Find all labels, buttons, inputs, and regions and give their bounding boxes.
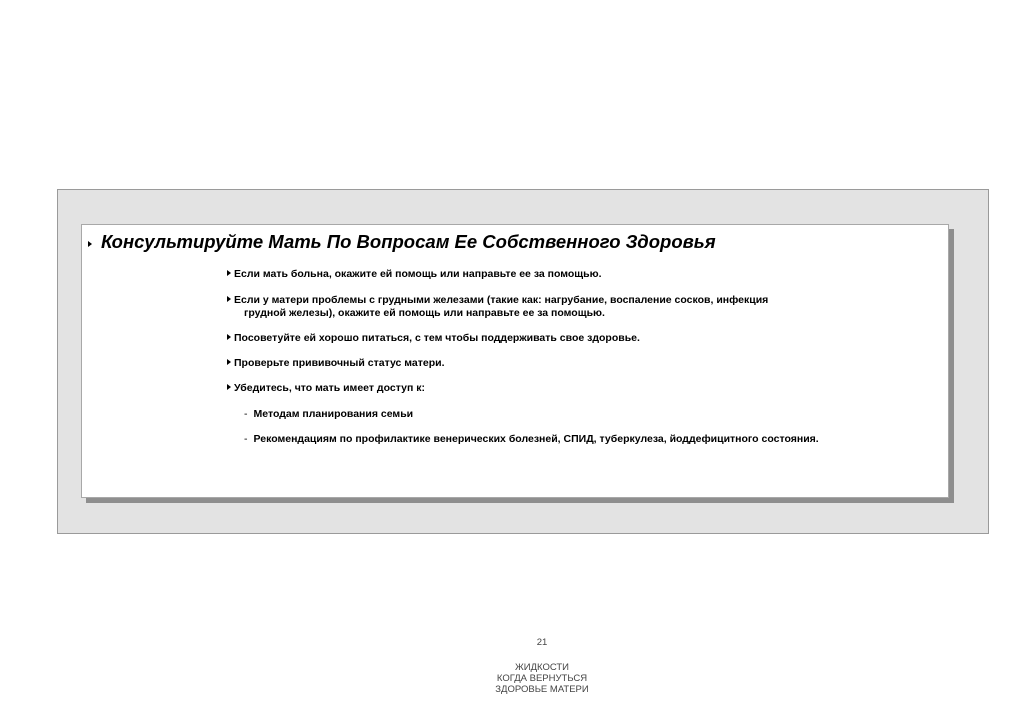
bullet-text: Убедитесь, что мать имеет доступ к:: [234, 382, 425, 394]
slide-title-row: [88, 231, 716, 253]
bullet-item: [227, 357, 445, 370]
bullet-arrow-icon: [227, 359, 231, 365]
bullet-arrow-icon: [227, 270, 231, 276]
footer-line: ЗДОРОВЬЕ МАТЕРИ: [495, 684, 589, 695]
sub-item-dash: -: [244, 433, 248, 445]
bullet-item: [227, 268, 602, 281]
bullet-item: [227, 294, 768, 320]
bullet-arrow-icon: [227, 296, 231, 302]
bullet-item: [227, 382, 425, 395]
sub-item-text: Методам планирования семьи: [253, 408, 414, 420]
bullet-text-continuation: грудной железы), окажите ей помощь или направьте ее за помощью.: [244, 307, 605, 319]
bullet-item: [227, 332, 640, 345]
content-card: [81, 224, 949, 498]
bullet-arrow-icon: [88, 241, 92, 247]
footer-line: ЖИДКОСТИ: [514, 662, 570, 673]
bullet-text: Если у матери проблемы с грудными железами (такие как: нагрубание, воспаление сосков, инфекция: [234, 294, 769, 306]
sub-item: [244, 433, 819, 446]
bullet-text: Проверьте прививочный статус матери.: [234, 357, 445, 369]
footer-line: КОГДА ВЕРНУТЬСЯ: [496, 673, 588, 684]
sub-item-text: Рекомендациям по профилактике венерических болезней, СПИД, туберкулеза, йоддефицитного состояния.: [253, 433, 819, 445]
bullet-arrow-icon: [227, 384, 231, 390]
bullet-text: Посоветуйте ей хорошо питаться, с тем чтобы поддерживать свое здоровье.: [234, 332, 640, 344]
sub-item-dash: -: [244, 408, 248, 420]
bullet-arrow-icon: [227, 334, 231, 340]
page-number: 21: [536, 637, 548, 648]
slide-title: Консультируйте Мать По Вопросам Ее Собственного Здоровья: [101, 231, 716, 252]
bullet-text: Если мать больна, окажите ей помощь или направьте ее за помощью.: [234, 268, 602, 280]
sub-item: [244, 408, 413, 421]
